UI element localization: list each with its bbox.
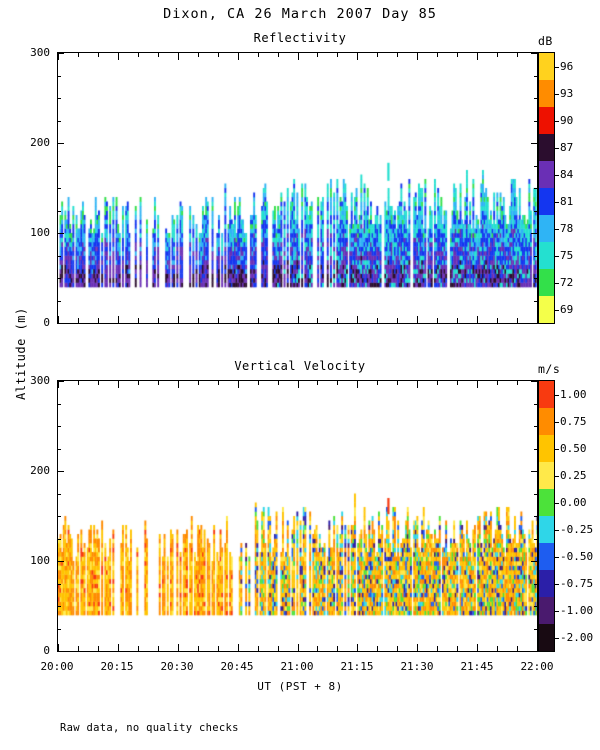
axis-tick (317, 53, 318, 57)
axis-tick (57, 404, 61, 405)
axis-tick (78, 53, 79, 57)
axis-tick (477, 381, 478, 385)
colorbar-tick (555, 229, 559, 230)
colorbar-segment (539, 269, 554, 296)
ytick-200-p2: 200 (30, 464, 50, 477)
colorbar-tick (555, 584, 559, 585)
colorbar-segment (539, 296, 554, 323)
axis-tick (497, 53, 498, 57)
axis-tick (517, 318, 518, 323)
colorbar-segment (539, 161, 554, 188)
axis-tick (258, 381, 259, 385)
axis-tick (298, 381, 299, 385)
axis-tick (397, 53, 398, 57)
xtick-2030: 20:30 (160, 660, 194, 673)
colorbar-segment (539, 381, 554, 408)
colorbar-tick-label: -0.50 (560, 549, 594, 563)
axis-tick (138, 646, 139, 651)
colorbar-tick-label: 96 (560, 59, 574, 73)
heatmap-reflectivity (58, 53, 537, 323)
axis-tick (534, 278, 538, 279)
axis-tick (178, 53, 179, 57)
colorbar-tick (555, 283, 559, 284)
axis-tick (377, 53, 378, 57)
colorbar-tick (555, 449, 559, 450)
axis-tick (218, 53, 219, 57)
colorbar-tick (555, 67, 559, 68)
axis-tick (158, 318, 159, 323)
axis-tick (57, 121, 61, 122)
colorbar-tick (555, 175, 559, 176)
axis-tick (417, 53, 418, 57)
colorbar-tick (555, 611, 559, 612)
axis-tick (534, 166, 538, 167)
ytick-0-p1: 0 (43, 316, 50, 329)
axis-tick (57, 76, 61, 77)
axis-tick (477, 318, 478, 323)
axis-tick (517, 646, 518, 651)
colorbar-segment (539, 435, 554, 462)
colorbar-tick (555, 121, 559, 122)
axis-tick (158, 53, 159, 57)
axis-tick (57, 426, 61, 427)
axis-tick (57, 278, 61, 279)
axis-tick (497, 646, 498, 651)
axis-tick (534, 561, 538, 562)
axis-tick (57, 323, 61, 324)
ytick-300-p1: 300 (30, 46, 50, 59)
axis-tick (118, 318, 119, 323)
axis-tick (437, 646, 438, 651)
axis-tick (534, 426, 538, 427)
axis-tick (57, 143, 61, 144)
axis-tick (198, 318, 199, 323)
axis-tick (238, 646, 239, 651)
axis-tick (57, 584, 61, 585)
colorbar-tick (555, 202, 559, 203)
colorbar-tick-label: -1.00 (560, 603, 594, 617)
colorbar-tick-label: 84 (560, 167, 574, 181)
y-axis-label: Altitude (m) (14, 307, 28, 400)
axis-tick (98, 646, 99, 651)
axis-tick (158, 381, 159, 385)
ytick-100-p1: 100 (30, 226, 50, 239)
axis-tick (57, 494, 61, 495)
colorbar-tick-label: 87 (560, 140, 574, 154)
colorbar-tick-label: 90 (560, 113, 574, 127)
axis-tick (534, 471, 538, 472)
axis-tick (178, 646, 179, 651)
axis-tick (57, 539, 61, 540)
colorbar-segment (539, 489, 554, 516)
axis-tick (158, 646, 159, 651)
colorbar-segment (539, 80, 554, 107)
colorbar-tick-label: 81 (560, 194, 574, 208)
colorbar-title-ms: m/s (538, 362, 561, 376)
axis-tick (57, 188, 61, 189)
axis-tick (337, 646, 338, 651)
panel-title-reflectivity: Reflectivity (253, 31, 347, 45)
axis-tick (357, 318, 358, 323)
colorbar-tick (555, 94, 559, 95)
axis-tick (537, 646, 538, 651)
axis-tick (98, 318, 99, 323)
axis-tick (218, 646, 219, 651)
axis-tick (357, 646, 358, 651)
axis-tick (58, 53, 59, 57)
axis-tick (457, 53, 458, 57)
colorbar-tick-label: -2.00 (560, 630, 594, 644)
colorbar-tick (555, 422, 559, 423)
xtick-2200: 22:00 (520, 660, 554, 673)
axis-tick (278, 53, 279, 57)
colorbar-segment (539, 53, 554, 80)
axis-tick (138, 318, 139, 323)
xtick-2015: 20:15 (100, 660, 134, 673)
axis-tick (477, 646, 478, 651)
axis-tick (258, 646, 259, 651)
axis-tick (57, 606, 61, 607)
axis-tick (417, 381, 418, 385)
axis-tick (57, 166, 61, 167)
axis-tick (337, 381, 338, 385)
axis-tick (457, 318, 458, 323)
axis-tick (534, 121, 538, 122)
colorbar-segment (539, 624, 554, 651)
colorbar-tick-label: 0.50 (560, 441, 587, 455)
colorbar-segment (539, 107, 554, 134)
axis-tick (178, 318, 179, 323)
axis-tick (317, 318, 318, 323)
axis-tick (377, 646, 378, 651)
axis-tick (78, 318, 79, 323)
axis-tick (417, 318, 418, 323)
axis-tick (337, 53, 338, 57)
axis-tick (238, 318, 239, 323)
axis-tick (537, 381, 538, 385)
colorbar-tick (555, 476, 559, 477)
axis-tick (78, 381, 79, 385)
axis-tick (298, 318, 299, 323)
colorbar-tick-label: -0.75 (560, 576, 594, 590)
axis-tick (118, 53, 119, 57)
axis-tick (57, 516, 61, 517)
axis-tick (57, 651, 61, 652)
axis-tick (198, 381, 199, 385)
x-axis-label: UT (PST + 8) (257, 680, 343, 693)
ytick-0-p2: 0 (43, 644, 50, 657)
axis-tick (437, 53, 438, 57)
xtick-2145: 21:45 (460, 660, 494, 673)
colorbar-tick (555, 310, 559, 311)
axis-tick (57, 471, 61, 472)
axis-tick (534, 188, 538, 189)
xtick-2115: 21:15 (340, 660, 374, 673)
colorbar-segment (539, 462, 554, 489)
axis-tick (337, 318, 338, 323)
axis-tick (534, 516, 538, 517)
axis-tick (537, 318, 538, 323)
axis-tick (118, 646, 119, 651)
ytick-300-p2: 300 (30, 374, 50, 387)
colorbar-tick-label: 93 (560, 86, 574, 100)
axis-tick (198, 646, 199, 651)
colorbar-tick-label: 0.25 (560, 468, 587, 482)
axis-tick (517, 381, 518, 385)
colorbar-tick (555, 530, 559, 531)
axis-tick (534, 651, 538, 652)
panel-title-vertical-velocity: Vertical Velocity (234, 359, 366, 373)
colorbar-reflectivity (538, 52, 555, 324)
xtick-2000: 20:00 (40, 660, 74, 673)
axis-tick (218, 318, 219, 323)
axis-tick (317, 381, 318, 385)
axis-tick (57, 256, 61, 257)
colorbar-segment (539, 543, 554, 570)
ytick-100-p2: 100 (30, 554, 50, 567)
axis-tick (238, 53, 239, 57)
colorbar-segment (539, 188, 554, 215)
colorbar-tick-label: 75 (560, 248, 574, 262)
axis-tick (497, 381, 498, 385)
axis-tick (57, 629, 61, 630)
axis-tick (258, 53, 259, 57)
axis-tick (534, 233, 538, 234)
axis-tick (178, 381, 179, 385)
axis-tick (98, 53, 99, 57)
axis-tick (78, 646, 79, 651)
axis-tick (497, 318, 498, 323)
axis-tick (57, 301, 61, 302)
axis-tick (377, 318, 378, 323)
axis-tick (417, 646, 418, 651)
colorbar-tick-label: 1.00 (560, 387, 587, 401)
axis-tick (58, 381, 59, 385)
axis-tick (138, 381, 139, 385)
axis-tick (534, 404, 538, 405)
axis-tick (537, 53, 538, 57)
axis-tick (534, 584, 538, 585)
axis-tick (437, 318, 438, 323)
axis-tick (534, 301, 538, 302)
axis-tick (534, 256, 538, 257)
axis-tick (357, 53, 358, 57)
axis-tick (278, 646, 279, 651)
axis-tick (534, 143, 538, 144)
axis-tick (534, 449, 538, 450)
axis-tick (198, 53, 199, 57)
axis-tick (534, 211, 538, 212)
axis-tick (298, 646, 299, 651)
axis-tick (118, 381, 119, 385)
axis-tick (457, 381, 458, 385)
axis-tick (397, 318, 398, 323)
page-title: Dixon, CA 26 March 2007 Day 85 (163, 6, 437, 22)
axis-tick (138, 53, 139, 57)
colorbar-tick-label: -0.25 (560, 522, 594, 536)
colorbar-segment (539, 570, 554, 597)
axis-tick (57, 449, 61, 450)
axis-tick (258, 318, 259, 323)
footnote: Raw data, no quality checks (60, 722, 239, 734)
xtick-2100: 21:00 (280, 660, 314, 673)
axis-tick (534, 323, 538, 324)
axis-tick (57, 98, 61, 99)
colorbar-tick (555, 395, 559, 396)
axis-tick (357, 381, 358, 385)
colorbar-segment (539, 516, 554, 543)
colorbar-tick (555, 503, 559, 504)
ytick-200-p1: 200 (30, 136, 50, 149)
axis-tick (238, 381, 239, 385)
axis-tick (57, 233, 61, 234)
colorbar-title-db: dB (538, 34, 553, 48)
xtick-2045: 20:45 (220, 660, 254, 673)
colorbar-segment (539, 242, 554, 269)
axis-tick (457, 646, 458, 651)
axis-tick (477, 53, 478, 57)
axis-tick (298, 53, 299, 57)
axis-tick (517, 53, 518, 57)
heatmap-vertical-velocity (58, 381, 537, 651)
axis-tick (437, 381, 438, 385)
axis-tick (377, 381, 378, 385)
colorbar-tick (555, 557, 559, 558)
axis-tick (278, 318, 279, 323)
axis-tick (57, 561, 61, 562)
colorbar-tick (555, 148, 559, 149)
colorbar-segment (539, 597, 554, 624)
axis-tick (534, 539, 538, 540)
colorbar-tick (555, 638, 559, 639)
axis-tick (58, 318, 59, 323)
colorbar-tick-label: 0.00 (560, 495, 587, 509)
colorbar-tick-label: 0.75 (560, 414, 587, 428)
axis-tick (534, 606, 538, 607)
colorbar-tick-label: 69 (560, 302, 574, 316)
axis-tick (278, 381, 279, 385)
colorbar-tick-label: 78 (560, 221, 574, 235)
colorbar-segment (539, 134, 554, 161)
axis-tick (534, 98, 538, 99)
axis-tick (534, 494, 538, 495)
axis-tick (397, 381, 398, 385)
axis-tick (534, 76, 538, 77)
colorbar-tick (555, 256, 559, 257)
xtick-2130: 21:30 (400, 660, 434, 673)
axis-tick (58, 646, 59, 651)
axis-tick (218, 381, 219, 385)
axis-tick (98, 381, 99, 385)
colorbar-segment (539, 215, 554, 242)
axis-tick (397, 646, 398, 651)
colorbar-tick-label: 72 (560, 275, 574, 289)
axis-tick (317, 646, 318, 651)
axis-tick (534, 629, 538, 630)
colorbar-vertical-velocity (538, 380, 555, 652)
axis-tick (57, 211, 61, 212)
colorbar-segment (539, 408, 554, 435)
